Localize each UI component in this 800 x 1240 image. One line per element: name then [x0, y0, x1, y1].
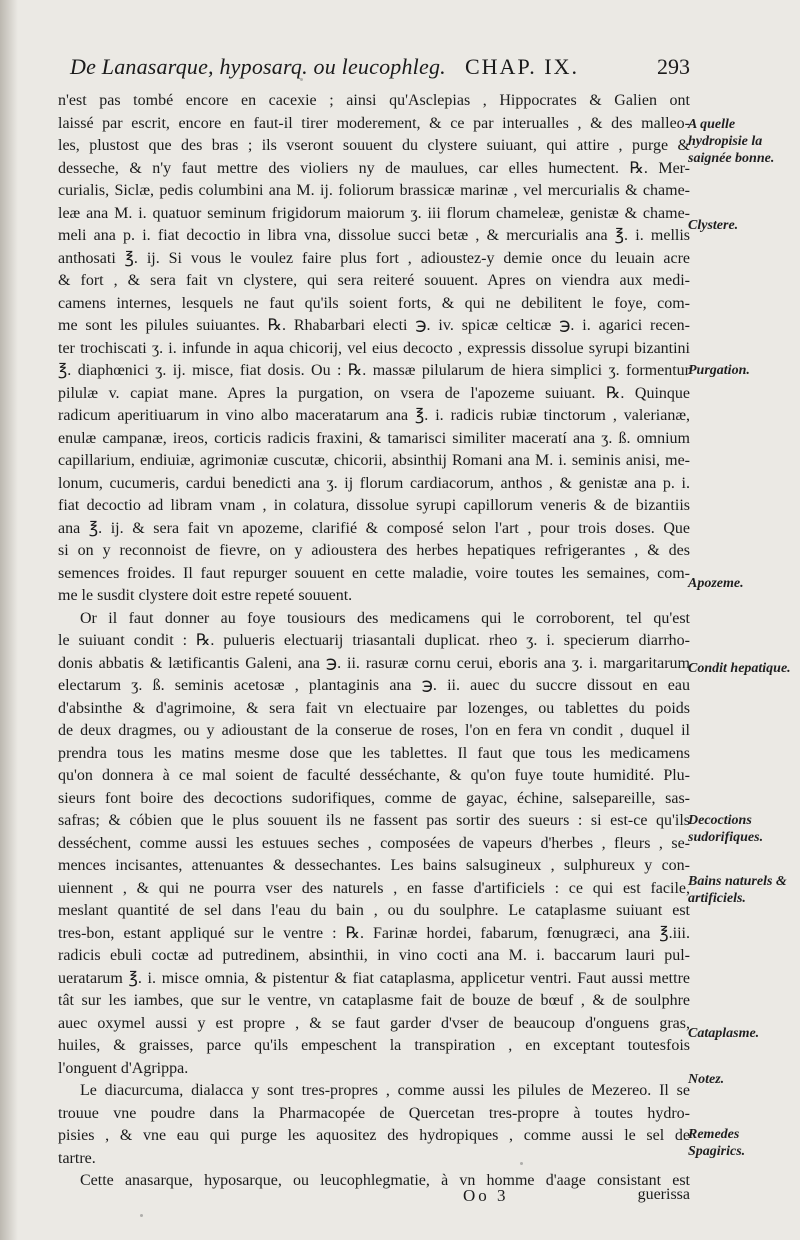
ink-speck — [300, 78, 303, 81]
text-line: & fort , & sera fait vn clystere, qui sera reiteré souuent. Apres on viendra aux medi- — [58, 272, 690, 289]
margin-note-cataplasme: Cataplasme. — [688, 1026, 760, 1041]
page-footer — [58, 1186, 690, 1210]
main-text-block — [58, 90, 690, 1193]
margin-note-decoctions: Decoctions sudorifiques. — [688, 813, 764, 845]
text-line: mences incisantes, attenuantes & dessechantes. Les bains salsugineux , sulphureux y con- — [58, 857, 690, 874]
text-line: leæ ana M. i. quatuor seminum frigidorum maiorum ʒ. iii florum chameleæ, genistæ & chame- — [58, 204, 690, 222]
margin-note-condit: Condit hepatique. — [688, 661, 791, 676]
catchword: guerissa — [637, 1186, 690, 1203]
margin-note-apozeme: Apozeme. — [688, 576, 744, 591]
text-line: ter trochiscati ʒ. i. infunde in aqua chicorij, vel eius decocto , expressis dissolue syrupi bizantini — [58, 339, 690, 357]
page-header — [70, 54, 690, 88]
text-line: me le susdit clystere doit estre repeté souuent. — [58, 587, 353, 604]
text-line: desséchent, comme aussi les estuues seches , composées de vapeurs d'herbes , fleurs , se- — [58, 834, 690, 852]
signature-mark: Oo 3 — [463, 1186, 509, 1205]
text-line: trouue vne poudre dans la Pharmacopée de Quercetan tres-propre à toutes hydro- — [58, 1104, 690, 1122]
text-line: Or il faut donner au foye tousiours des medicamens qui le corroborent, tel qu'est — [80, 609, 690, 627]
text-line: me sont les pilules suiuantes. ℞. Rhabarbari electi ℈. iv. spicæ celticæ ℈. i. agarici recen- — [58, 317, 690, 334]
text-line: anthosati ℥. ij. Si vous le voulez faire plus fort , adioustez-y demie once du leuain acre — [58, 249, 690, 267]
text-line: sieurs font boire des decoctions sudorifiques, comme de gayac, échine, salsepareille, sas- — [58, 789, 690, 807]
text-line: lonum, cucumeris, cardui benedicti ana ʒ. ij florum cardiacorum, anthos , & genistæ ana p. i. — [58, 474, 690, 492]
text-line: curialis, Siclæ, pedis columbini ana M. ij. foliorum brassicæ marinæ , vel mercurialis & chame- — [58, 182, 690, 199]
text-line: n'est pas tombé encore en cacexie ; ainsi qu'Asclepias , Hippocrates & Galien ont — [58, 92, 690, 109]
ink-speck — [140, 1214, 143, 1217]
ink-speck — [520, 1162, 523, 1165]
text-line: qu'on donnera à ce mal soient de faculté desséchante, & qu'on fuye toute humidité. Plu- — [58, 767, 690, 784]
text-line: huiles, & graisses, parce qu'ils empeschent la transpiration , en exceptant toutesfois — [58, 1037, 690, 1054]
margin-note-saignee: A quelle hydropisie la saignée bonne. — [688, 117, 775, 166]
margin-note-purgation: Purgation. — [688, 363, 750, 378]
text-line: tres-bon, estant appliqué sur le ventre : ℞. Farinæ hordei, fabarum, fœnugræci, ana ℥.iii. — [58, 924, 690, 942]
text-line: ℥. diaphœnici ʒ. ij. misce, fiat dosis. Ou : ℞. massæ pilularum de hiera simplici ʒ. formentur — [58, 362, 690, 379]
page-number: 293 — [657, 54, 690, 79]
margin-note-notez: Notez. — [688, 1072, 725, 1087]
text-line: l'onguent d'Agrippa. — [58, 1059, 189, 1077]
text-line: ueratarum ℥. i. misce omnia, & pistentur & fiat cataplasma, applicetur ventri. Faut aussi mettre — [58, 969, 690, 987]
text-line: prendra tous les matins mesme dose que les tablettes. Il faut que tous les medicamens — [58, 744, 690, 762]
text-line: meli ana p. i. fiat decoctio in libra vna, dissolue succi betæ , & mercurialis ana ℥. i. mellis — [58, 227, 690, 244]
text-line: Le diacurcuma, dialacca y sont tres-propres , comme aussi les pilules de Mezereo. Il se — [80, 1082, 690, 1099]
text-line: auec oxymel aussi y est propre , & se faut garder d'vser de beaucoup d'onguens gras, — [58, 1014, 690, 1032]
text-line: electarum ʒ. ß. seminis acetosæ , plantaginis ana ℈. ii. auec du succre dissout en eau — [58, 677, 690, 694]
chapter-number: CHAP. IX. — [465, 54, 579, 79]
text-line: enulæ campanæ, ireos, corticis radicis fraxini, & tamarisci similiter maceratí ana ʒ. ß. omnium — [58, 429, 690, 447]
text-line: tartre. — [58, 1149, 96, 1167]
text-line: ana ℥. ij. & sera fait vn apozeme, clarifié & composé selon l'art , pour trois doses. Que — [58, 519, 690, 537]
text-line: semences froides. Il faut repurger souuent en cette maladie, voire toutes les semaines, com- — [58, 564, 690, 582]
text-line: uiennent , & qui ne pourra vser des naturels , en fasse d'artificiels : ce qui est facile, — [58, 879, 690, 897]
text-line: camens internes, lesquels ne faut qu'ils soient forts, & qui ne debilitent le foye, com- — [58, 294, 690, 312]
margin-note-clystere: Clystere. — [688, 218, 739, 233]
text-line: si on y reconnoist de fievre, on y adioustera des herbes hepatiques refrigerantes , & des — [58, 542, 690, 559]
text-line: pisies , & vne eau qui purge les aquositez des hydropiques , comme aussi le sel de — [58, 1127, 690, 1144]
text-line: desseche, & n'y faut mettre des violiers ny de maulues, car elles humectent. ℞. Mer- — [58, 159, 690, 177]
text-line: d'absinthe & d'agrimoine, & sera fait vn electuaire par lozenges, ou tablettes du poids — [58, 699, 690, 717]
text-line: le suiuant condit : ℞. pulueris electuarij triasantali duplicat. rheo ʒ. i. specierum diarrho- — [58, 632, 690, 649]
text-line: meslant quantité de sel dans l'eau du bain , ou du soulphre. Le cataplasme suiuant est — [58, 902, 690, 919]
text-line: radicum aperitiuarum in vino albo maceratarum ana ℥. i. radicis rubiæ tinctorum , valerianæ, — [58, 407, 690, 424]
text-line: de deux dragmes, ou y adioustant de la conserue de roses, l'on en fera vn condit , duquel il — [58, 722, 690, 739]
text-line: safras; & cóbien que le plus souuent ils ne fassent pas sortir des sueurs : si est-ce qu'ils — [58, 812, 690, 829]
text-line: donis abbatis & lætificantis Galeni, ana ℈. ii. rasuræ cornu cerui, eboris ana ʒ. i. margaritarum — [58, 654, 690, 672]
text-line: laissé par escrit, encore en faut-il tirer moderement, & ce par interualles , & des malleo- — [58, 114, 690, 132]
text-line: Cette anasarque, hyposarque, ou leucophlegmatie, à vn homme d'aage consistant est — [80, 1172, 690, 1189]
text-line: capillarium, endiuiæ, agrimoniæ cuscutæ, chicorii, absinthij Romani ana M. i. seminis anisi, me- — [58, 452, 690, 469]
text-line: tât sur les iambes, que sur le ventre, vn cataplasme fait de bouze de bœuf , & de soulphre — [58, 992, 690, 1009]
text-line: les, plustost que des bras ; ils vseront souuent du clystere suiuant, qui attire , purge & — [58, 137, 690, 154]
text-line: radicis ebuli coctæ ad putredinem, absinthii, in vino cocti ana M. i. baccarum lauri pul- — [58, 947, 690, 964]
text-line: pilulæ v. capiat mane. Apres la purgation, on vsera de l'apozeme suiuant. ℞. Quinque — [58, 384, 690, 402]
margin-note-bains: Bains naturels & artificiels. — [688, 874, 787, 906]
text-line: fiat decoctio ad libram vnam , in colatura, dissolue syrupi capillorum veneris & de bizantiis — [58, 497, 690, 514]
margin-note-remedes: Remedes Spagirics. — [688, 1127, 746, 1159]
running-title: De Lanasarque, hyposarq. ou leucophleg. — [70, 54, 446, 79]
